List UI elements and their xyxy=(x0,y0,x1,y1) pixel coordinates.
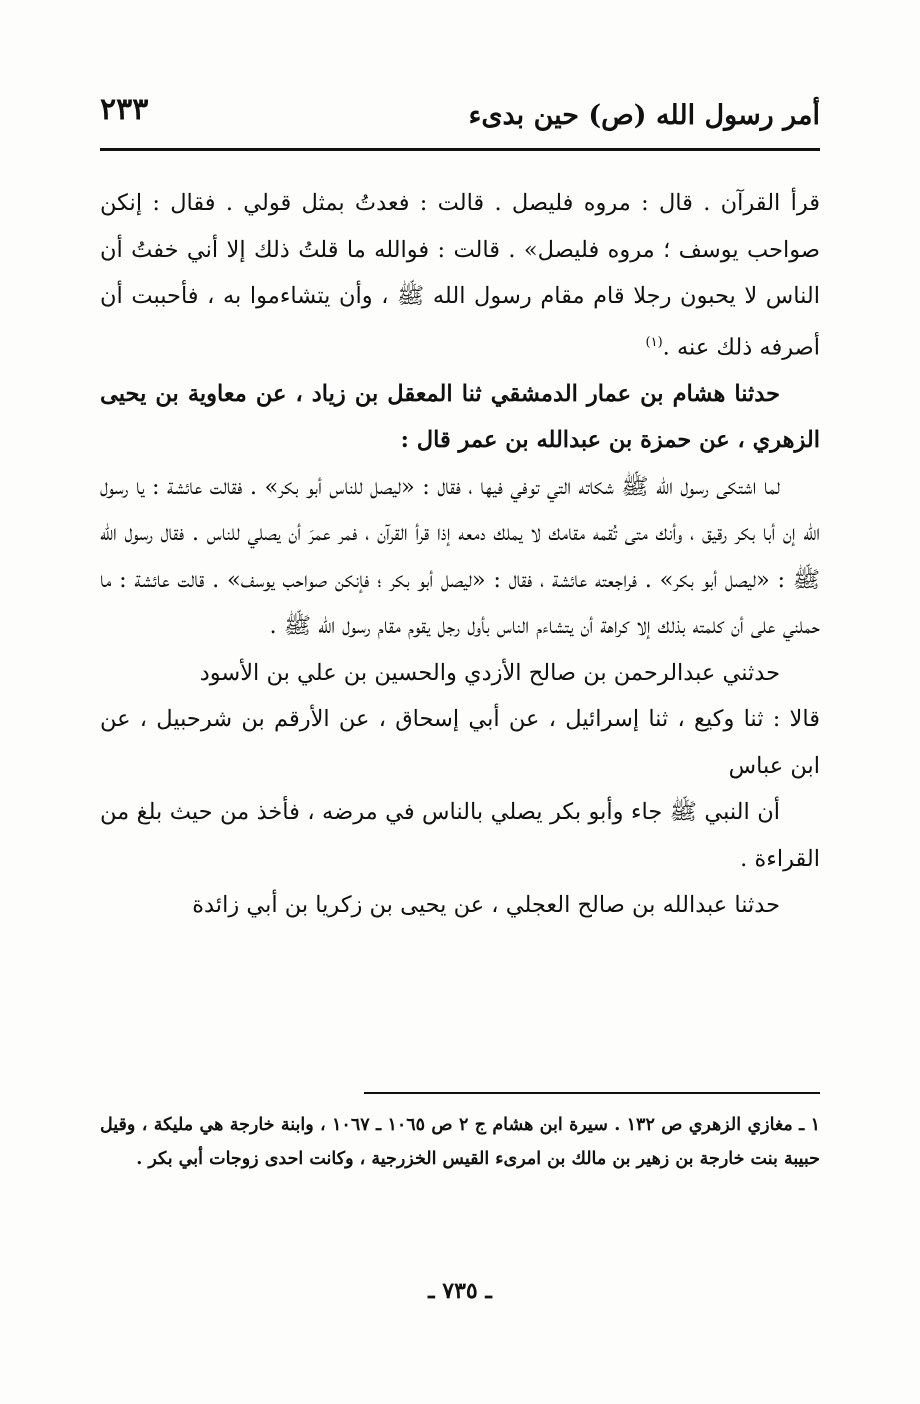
paragraph-4-isnad: حدثني عبدالرحمن بن صالح الأزدي والحسين بن علي بن الأسود xyxy=(199,659,780,686)
footnote-1: ١ ـ مغازي الزهري ص ١٣٢ . سيرة ابن هشام ج ٢ ص ١٠٦٥ ـ ١٠٦٧ ، وابنة خارجة هي مليكة ، وقيل حبيبة بنت خارجة بن زهير بن مالك بن امرىء القيس الخزرجية ، وكانت احدى زوجات أبي بكر . xyxy=(100,1115,820,1169)
footnote xyxy=(100,1108,820,1176)
header-rule xyxy=(100,148,820,151)
paragraph-1 xyxy=(100,180,820,371)
paragraph-6-isnad: حدثنا عبدالله بن صالح العجلي ، عن يحيى بن زكريا بن أبي زائدة xyxy=(192,892,780,918)
running-title: أمر رسول الله (ص) حين بدىء xyxy=(468,100,820,131)
paragraph-1-text: قرأ القرآن . قال : مروه فليصل . قالت : فعدتُ بمثل قولي . فقال : إنكن صواحب يوسف ؛ مروه فليصل» . قالت : فوالله ما قلتُ ذلك إلا أني خفتُ أن الناس لا يحبون رجلا قام مقام رسول الله ﷺ ، وأن يتشاءموا به ، فأحببت أن أصرفه ذلك عنه . xyxy=(100,190,820,360)
footnote-marker: (١) xyxy=(645,334,663,350)
running-header xyxy=(100,92,820,142)
paragraph-2-isnad: حدثنا هشام بن عمار الدمشقي ثنا المعقل بن زياد ، عن معاوية بن يحيى الزهري ، عن حمزة بن عبدالله بن عمر قال : xyxy=(100,380,820,453)
paragraph-4-continuation: قالا : ثنا وكيع ، ثنا إسرائيل ، عن أبي إسحاق ، عن الأرقم بن شرحبيل ، عن ابن عباس xyxy=(100,706,820,779)
main-text xyxy=(100,180,820,929)
page-number: ٢٣٣ xyxy=(100,92,149,127)
footnote-rule xyxy=(364,1092,820,1094)
paragraph-5: أن النبي ﷺ جاء وأبو بكر يصلي بالناس في مرضه ، فأخذ من حيث بلغ من القراءة . xyxy=(100,799,820,872)
folio-number: ـ ٧٣٥ ـ xyxy=(428,1278,492,1304)
paragraph-3: لما اشتكى رسول الله ﷺ شكاته التي توفي فيها ، فقال : «ليصل للناس أبو بكر» . فقالت عائشة : يا رسول الله إن أبا بكر رقيق ، وأنك متى تُقمه مقامك لا يملك دمعه إذا قرأ القرآن ، فمر عمرَ أن يصلي للناس . فقال رسول الله ﷺ : «ليصل أبو بكر» . فراجعته عائشة ، فقال : «ليصل أبو بكر ؛ فإنكن صواحب يوسف» . قالت عائشة : ما حملني على أن كلمته بذلك إلا كراهة أن يتشاءم الناس بأول رجل يقوم مقام رسول الله ﷺ . xyxy=(100,473,820,639)
